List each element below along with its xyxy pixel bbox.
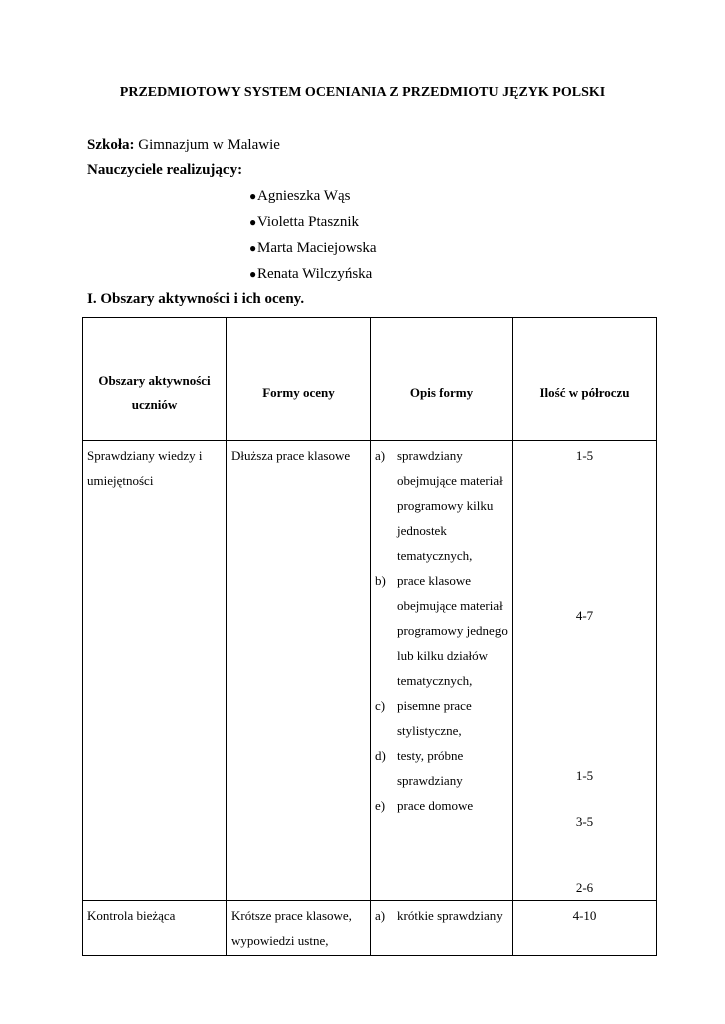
list-item: d) testy, próbne sprawdziany: [375, 748, 464, 788]
quantity-value: 2-6: [575, 880, 594, 895]
form-cell: Krótsze prace klasowe, wypowiedzi ustne,: [227, 901, 371, 956]
quantity-value: 3-5: [575, 814, 594, 829]
school-label: Szkoła:: [87, 137, 135, 153]
teacher-item: [249, 238, 377, 264]
teacher-item: [249, 186, 377, 212]
bullet-icon: ●: [249, 215, 257, 229]
teacher-name: Agnieszka Wąs: [257, 188, 351, 204]
document-title: PRZEDMIOTOWY SYSTEM OCENIANIA Z PRZEDMIOTU JĘZYK POLSKI: [119, 85, 606, 100]
teacher-list: [249, 186, 377, 290]
teacher-item: [249, 264, 377, 290]
bullet-icon: ●: [249, 189, 257, 203]
list-item: a) sprawdziany obejmujące materiał programowy kilku jednostek tematycznych,: [375, 448, 503, 563]
description-cell: [371, 901, 513, 956]
grading-table: [82, 317, 657, 956]
list-item: b) prace klasowe obejmujące materiał programowy jednego lub kilku działów tematycznych,: [375, 573, 508, 688]
teacher-name: Violetta Ptasznik: [257, 214, 359, 230]
header-cell: Opis formy: [371, 318, 513, 441]
section-heading: I. Obszary aktywności i ich oceny.: [87, 291, 305, 307]
quantity-cell: [513, 441, 657, 901]
teacher-name: Marta Maciejowska: [257, 240, 377, 256]
form-cell: Dłuższa prace klasowe: [227, 441, 371, 901]
description-cell: [371, 441, 513, 901]
quantity-value: 4-7: [575, 608, 594, 623]
list-item: e) prace domowe: [375, 798, 474, 813]
header-cell: Formy oceny: [227, 318, 371, 441]
header-cell: Ilość w półroczu: [513, 318, 657, 441]
teacher-item: [249, 212, 377, 238]
area-cell: Kontrola bieżąca: [83, 901, 227, 956]
teachers-label: Nauczyciele realizujący:: [87, 162, 243, 178]
quantity-value: 1-5: [575, 448, 594, 463]
table-row: [83, 441, 657, 901]
school-value: Gimnazjum w Malawie: [134, 137, 280, 153]
area-cell: Sprawdziany wiedzy i umiejętności: [83, 441, 227, 901]
quantity-cell: 4-10: [513, 901, 657, 956]
bullet-icon: ●: [249, 267, 257, 281]
teacher-name: Renata Wilczyńska: [257, 266, 373, 282]
table-header-row: [83, 318, 657, 441]
school-line: [87, 137, 280, 154]
bullet-icon: ●: [249, 241, 257, 255]
list-item: c) pisemne prace stylistyczne,: [375, 698, 472, 738]
quantity-value: 1-5: [575, 768, 594, 783]
list-item: a) krótkie sprawdziany: [375, 908, 503, 923]
header-cell: Obszary aktywności uczniów: [83, 318, 227, 441]
table-row: [83, 901, 657, 956]
